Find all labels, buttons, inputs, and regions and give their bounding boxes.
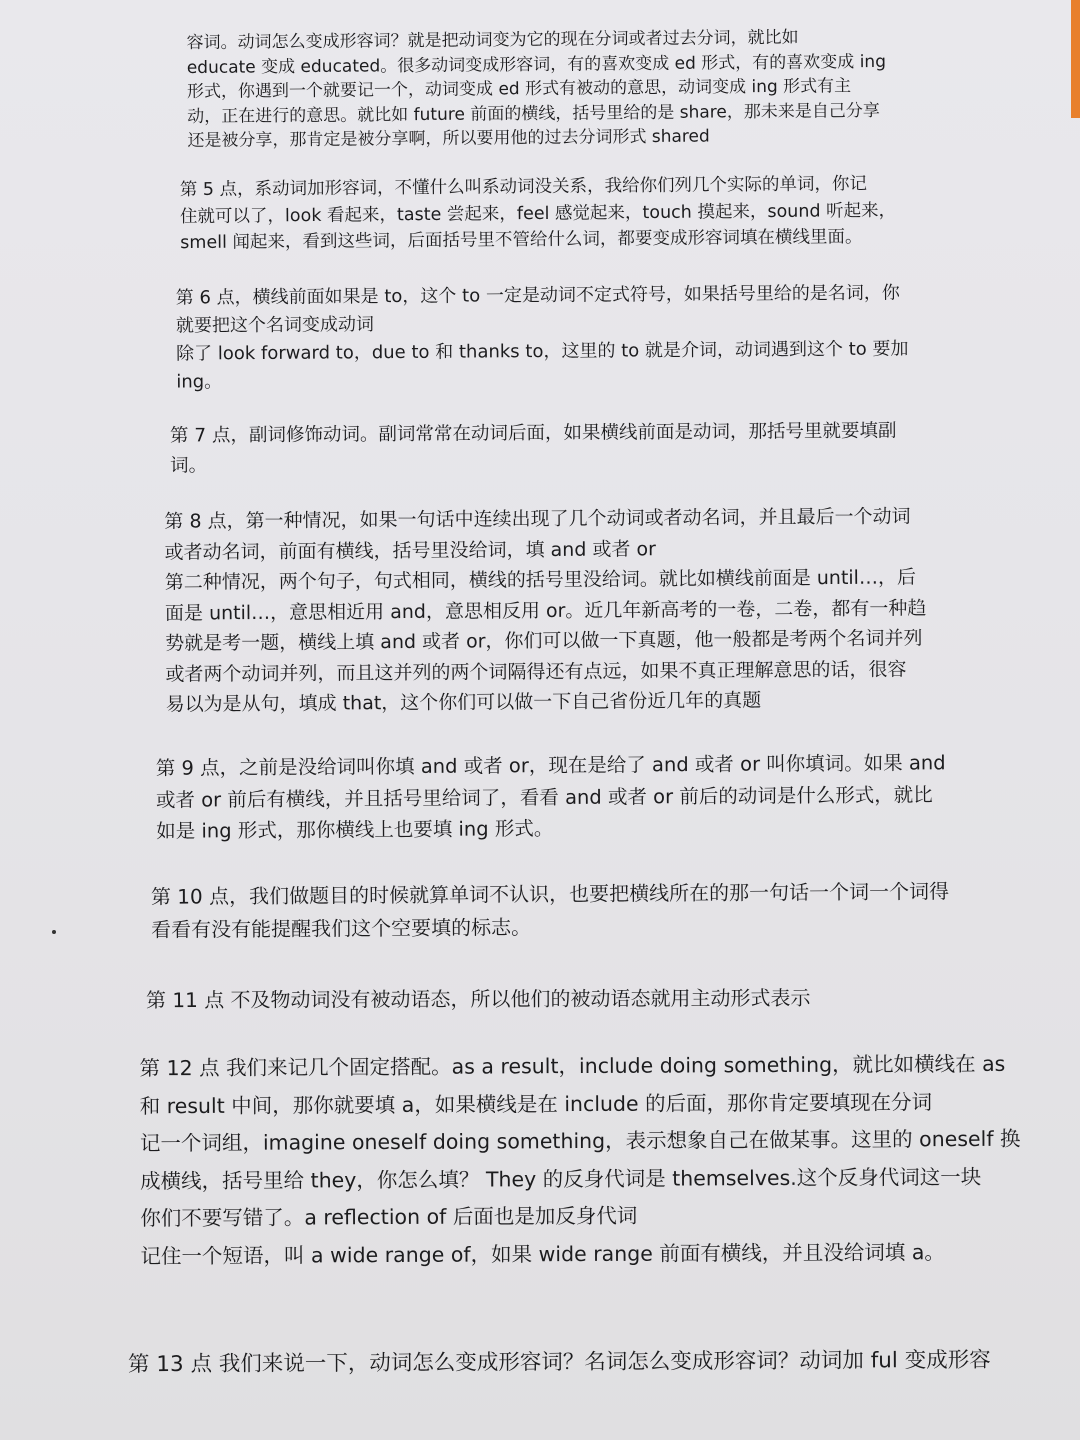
text-line: 记住一个短语，叫 a wide range of，如果 wide range 前面有横线，并且没给词填 a。 bbox=[140, 1239, 945, 1268]
text-line: 第 10 点，我们做题目的时候就算单词不认识，也要把横线所在的那一句话一个词一个词得 bbox=[150, 879, 950, 909]
paragraph-verb-to-adjective-continued bbox=[186, 25, 886, 154]
text-line: 住就可以了，look 看起来，taste 尝起来，feel 感觉起来，touch 摸起来，sound 听起来， bbox=[179, 200, 897, 227]
text-line: 势就是考一题，横线上填 and 或者 or，你们可以做一下真题，他一般都是考两个名词并列 bbox=[165, 627, 923, 655]
paragraph-point-8 bbox=[164, 501, 927, 720]
text-line: 面是 until…，意思相近用 and，意思相反用 or。近几年新高考的一卷，二卷，都有一种趋 bbox=[164, 596, 927, 625]
text-line: 除了 look forward to，due to 和 thanks to，这里的 to 就是介词，动词遇到这个 to 要加 bbox=[176, 338, 909, 365]
text-line: 易以为是从句，填成 that，这个你们可以做一下自己省份近几年的真题 bbox=[165, 689, 762, 716]
text-line: 第 7 点，副词修饰动词。副词常常在动词后面，如果横线前面是动词，那括号里就要填副 bbox=[169, 420, 897, 447]
text-line: 或者动名词，前面有横线，括号里没给词，填 and 或者 or bbox=[164, 537, 656, 564]
text-line: 或者 or 前后有横线，并且括号里给词了，看看 and 或者 or 前后的动词是什么形式，就比 bbox=[155, 782, 933, 812]
text-line: 你们不要写错了。a reflection of 后面也是加反身代词 bbox=[140, 1203, 638, 1231]
text-line: 形式，你遇到一个就要记一个，动词变成 ed 形式有被动的意思，动词变成 ing 形式有主 bbox=[186, 76, 852, 103]
text-line: smell 闻起来，看到这些词，后面括号里不管给什么词，都要变成形容词填在横线里面。 bbox=[180, 227, 863, 254]
text-line: ing。 bbox=[176, 371, 223, 393]
paragraph-point-13 bbox=[128, 1342, 991, 1385]
text-line: 容词。动词怎么变成形容词？就是把动词变为它的现在分词或者过去分词，就比如 bbox=[186, 27, 799, 54]
text-line: 第二种情况，两个句子，句式相同，横线的括号里没给词。就比如横线前面是 until…，后 bbox=[164, 566, 916, 594]
paragraph-point-5 bbox=[180, 171, 897, 257]
text-line: 和 result 中间，那你就要填 a，如果横线是在 include 的后面，那你肯定要填现在分词 bbox=[139, 1089, 933, 1118]
text-line: 第 12 点 我们来记几个固定搭配。as a result，include doing something，就比如横线在 as bbox=[139, 1051, 1006, 1081]
paragraph-point-11 bbox=[146, 981, 811, 1017]
text-line: 第 9 点，之前是没给词叫你填 and 或者 or，现在是给了 and 或者 or 叫你填词。如果 and bbox=[155, 751, 946, 780]
text-line: 第 5 点，系动词加形容词，不懂什么叫系动词没关系，我给你们列几个实际的单词，你记 bbox=[179, 174, 868, 201]
text-line: 第 13 点 我们来说一下，动词怎么变成形容词？名词怎么变成形容词？动词加 ful 变成形容 bbox=[127, 1347, 991, 1378]
paragraph-point-12 bbox=[139, 1046, 1021, 1276]
text-line: 动，正在进行的意思。就比如 future 前面的横线，括号里给的是 share，那未来是自己分享 bbox=[187, 100, 880, 127]
text-line: 第 11 点 不及物动词没有被动语态，所以他们的被动语态就用主动形式表示 bbox=[145, 985, 811, 1013]
text-line: 第 6 点，横线前面如果是 to，这个 to 一定是动词不定式符号，如果括号里给的是名词，你 bbox=[175, 282, 900, 309]
text-line: 词。 bbox=[170, 455, 208, 477]
text-line: 看看有没有能提醒我们这个空要填的标志。 bbox=[151, 915, 532, 942]
paragraph-point-6 bbox=[176, 279, 909, 396]
text-line: educate 变成 educated。很多动词变成形容词，有的喜欢变成 ed 形式，有的喜欢变成 ing bbox=[186, 51, 887, 78]
text-line: 或者两个动词并列，而且这并列的两个词隔得还有点远，如果不真正理解意思的话，很容 bbox=[165, 657, 907, 686]
paragraph-point-7 bbox=[170, 416, 897, 481]
text-line: 就要把这个名词变成动词 bbox=[175, 314, 374, 337]
text-line: 成横线，括号里给 they，你怎么填？ They 的反身代词是 themselves.这个反身代词这一块 bbox=[140, 1164, 982, 1193]
paragraph-point-9 bbox=[156, 747, 946, 847]
paper-speck bbox=[52, 930, 56, 934]
text-line: 如是 ing 形式，那你横线上也要填 ing 形式。 bbox=[156, 816, 554, 843]
text-line: 记一个词组，imagine oneself doing something，表示想象自己在做某事。这里的 oneself 换 bbox=[139, 1126, 1021, 1156]
text-line: 第 8 点，第一种情况，如果一句话中连续出现了几个动词或者动名词，并且最后一个动词 bbox=[164, 505, 911, 533]
text-line: 还是被分享，那肯定是被分享啊，所以要用他的过去分词形式 shared bbox=[187, 126, 710, 152]
paragraph-point-10 bbox=[151, 875, 950, 947]
